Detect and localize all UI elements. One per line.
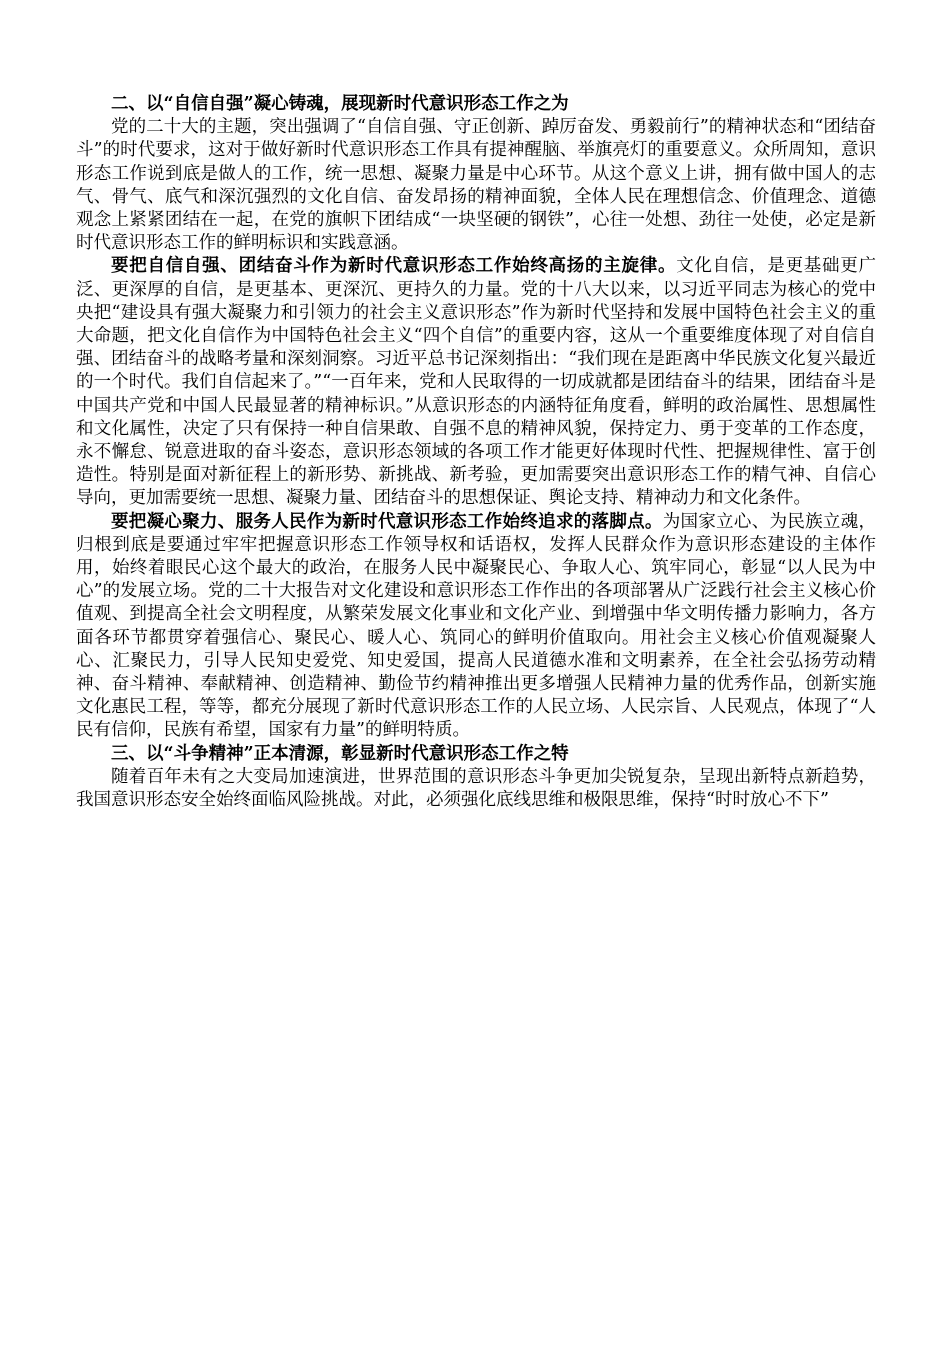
paragraph-1: 党的二十大的主题，突出强调了“自信自强、守正创新、踔厉奋发、勇毅前行”的精神状态和“团结奋斗”的时代要求，这对于做好新时代意识形态工作具有提神醒脑、举旗亮灯的重要意义。众所周知，意识形态工作说到底是做人的工作，统一思想、凝聚力量是中心环节。从这个意义上讲，拥有做中国人的志气、骨气、底气和深沉强烈的文化自信、奋发昂扬的精神面貌，全体人民在理想信念、价值理念、道德观念上紧紧团结在一起，在党的旗帜下团结成“一块坚硬的钢铁”，心往一处想、劲往一处使，必定是新时代意识形态工作的鲜明标识和实践意涵。 [76,117,876,254]
paragraph-3-body: 为国家立心、为民族立魂，归根到底是要通过牢牢把握意识形态工作领导权和话语权，发挥人民群众作为意识形态建设的主体作用，始终着眼民心这个最大的政治，在服务人民中凝聚民心、争取人心、筑牢同心，彰显“以人民为中心”的发展立场。党的二十大报告对文化建设和意识形态工作作出的各项部署从广泛践行社会主义核心价值观、到提高全社会文明程度，从繁荣发展文化事业和文化产业、到增强中华文明传播力影响力，各方面各环节都贯穿着强信心、聚民心、暖人心、筑同心的鲜明价值取向。用社会主义核心价值观凝聚人心、汇聚民力，引导人民知史爱党、知史爱国，提高人民道德水准和文明素养，在全社会弘扬劳动精神、奋斗精神、奉献精神、创造精神、勤俭节约精神推出更多增强人民精神力量的优秀作品，创新实施文化惠民工程，等等，都充分展现了新时代意识形态工作的人民立场、人民宗旨、人民观点，体现了“人民有信仰，民族有希望，国家有力量”的鲜明特质。 [76,511,877,741]
paragraph-2-body: 文化自信，是更基础更广泛、更深厚的自信，是更基本、更深沉、更持久的力量。党的十八大以来，以习近平同志为核心的党中央把“建设具有强大凝聚力和引领力的社会主义意识形态”作为新时代坚持和发展中国特色社会主义的重大命题，把文化自信作为中国特色社会主义“四个自信”的重要内容，这从一个重要维度体现了对自信自强、团结奋斗的战略考量和深刻洞察。习近平总书记深刻指出：“我们现在是距离中华民族文化复兴最近的一个时代。我们自信起来了。”“一百年来，党和人民取得的一切成就都是团结奋斗的结果，团结奋斗是中国共产党和中国人民最显著的精神标识。”从意识形态的内涵特征角度看，鲜明的政治属性、思想属性和文化属性，决定了只有保持一种自信果敢、自强不息的精神风貌，保持定力、勇于变革的工作态度，永不懈怠、锐意进取的奋斗姿态，意识形态领域的各项工作才能更好体现时代性、把握规律性、富于创造性。特别是面对新征程上的新形势、新挑战、新考验，更加需要突出意识形态工作的精气神、自信心导向，更加需要统一思想、凝聚力量、团结奋斗的思想保证、舆论支持、精神动力和文化条件。 [76,256,877,509]
paragraph-3 [76,511,876,743]
section-heading-2: 二、以“自信自强”凝心铸魂，展现新时代意识形态工作之为 [111,94,569,114]
document-page [76,93,876,812]
paragraph-2 [76,255,876,510]
section-heading-3: 三、以“斗争精神”正本清源，彰显新时代意识形态工作之特 [111,743,569,764]
paragraph-2-lead: 要把自信自强、团结奋斗作为新时代意识形态工作始终高扬的主旋律。 [111,256,677,277]
paragraph-4: 随着百年未有之大变局加速演进，世界范围的意识形态斗争更加尖锐复杂，呈现出新特点新趋势，我国意识形态安全始终面临风险挑战。对此，必须强化底线思维和极限思维，保持“时时放心不下” [76,766,876,811]
paragraph-3-lead: 要把凝心聚力、服务人民作为新时代意识形态工作始终追求的落脚点。 [111,511,663,532]
